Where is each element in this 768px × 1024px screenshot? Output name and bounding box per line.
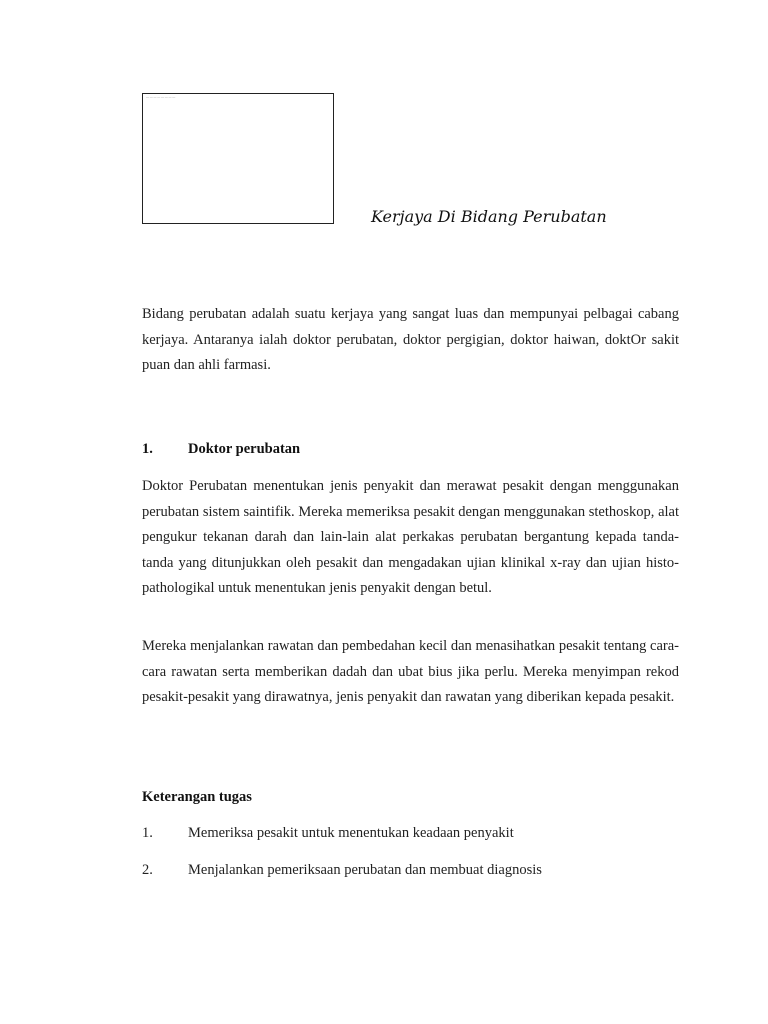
section-paragraph-1: Doktor Perubatan menentukan jenis penyakit dan merawat pesakit dengan menggunakan perubatan sistem saintifik. Mereka memeriksa pesakit dengan menggunakan stethoskop, alat pengukur tekanan darah dan lain-lain alat perkakas perubatan bergantung kepada tanda-tanda yang ditunjukkan oleh pesakit dan mengadakan ujian klinikal x-ray dan ujian histo-pathologikal untuk menentukan jenis penyakit dengan betul. bbox=[142, 478, 679, 596]
list-item-number: 2. bbox=[142, 862, 153, 878]
list-item-text: Menjalankan pemeriksaan perubatan dan membuat diagnosis bbox=[188, 862, 542, 878]
section-paragraph-2: Mereka menjalankan rawatan dan pembedahan kecil dan menasihatkan pesakit tentang cara-cara rawatan serta memberikan dadah dan ubat bius jika perlu. Mereka menyimpan rekod pesakit-pesakit yang dirawatnya, jenis penyakit dan rawatan yang diberikan kepada pesakit. bbox=[142, 638, 679, 705]
section-heading-doktor-perubatan bbox=[142, 441, 300, 458]
intro-paragraph: Bidang perubatan adalah suatu kerjaya yang sangat luas dan mempunyai pelbagai cabang kerjaya. Antaranya ialah doktor perubatan, doktor pergigian, doktor haiwan, doktOr sakit puan dan ahli farmasi. bbox=[142, 306, 679, 373]
image-placeholder bbox=[142, 93, 334, 224]
list-item bbox=[142, 825, 514, 842]
image-caption: — — — — — — — — bbox=[146, 95, 176, 99]
list-item-number: 1. bbox=[142, 825, 153, 841]
document-title: Kerjaya Di Bidang Perubatan bbox=[371, 207, 607, 226]
list-item bbox=[142, 862, 542, 879]
duties-heading: Keterangan tugas bbox=[142, 789, 252, 805]
section-number: 1. bbox=[142, 441, 153, 457]
list-item-text: Memeriksa pesakit untuk menentukan keadaan penyakit bbox=[188, 825, 514, 841]
section-title: Doktor perubatan bbox=[188, 441, 301, 457]
